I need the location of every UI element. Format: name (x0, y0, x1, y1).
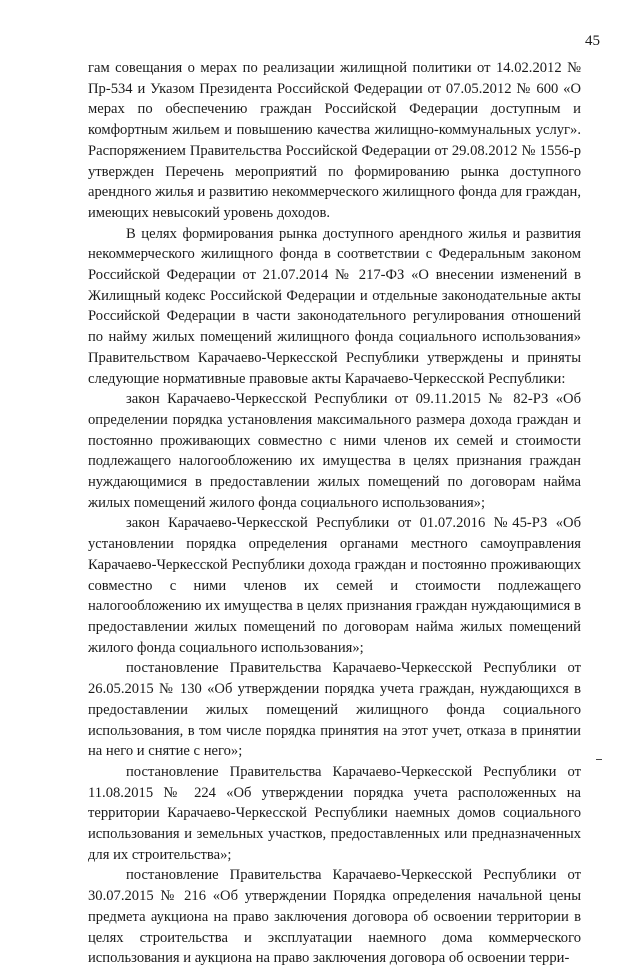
paragraph: постановление Правительства Карачаево-Черкесской Республики от 30.07.2015 № 216 «Об утверждении Порядка определения начальной цены предмета аукциона на право заключения договора об освоении территории в целях строительства и эксплуатации наемного дома коммерческого использования и аукциона на право заключения договора об освоении терри- (88, 867, 581, 967)
paragraph: постановление Правительства Карачаево-Черкесской Республики от 11.08.2015 № 224 «Об утверждении порядка учета расположенных на территории Карачаево-Черкесской Республики наемных домов социального использования и земельных участков, предоставленных или предназначенных для их строительства»; (88, 763, 581, 863)
paragraph: постановление Правительства Карачаево-Черкесской Республики от 26.05.2015 № 130 «Об утверждении порядка учета граждан, нуждающихся в предоставлении жилых помещений жилищного фонда социального использования, в том числе порядка принятия на этот учет, отказа в принятии на него и снятие с него»; (88, 660, 581, 760)
paragraph: закон Карачаево-Черкесской Республики от 01.07.2016 №45-РЗ «Об установлении порядка определения органами местного самоуправления Карачаево-Черкесской Республики дохода граждан и постоянно проживающих совместно с ними членов их семей и стоимости подлежащего налогообложению их имущества в целях признания граждан нуждающимися в предоставлении жилых помещений по договорам найма жилых помещений жилого фонда социального использования»; (88, 515, 581, 656)
document-body (88, 58, 581, 969)
paragraph: закон Карачаево-Черкесской Республики от 09.11.2015 № 82-РЗ «Об определении порядка установления максимального размера дохода граждан и постоянно проживающих совместно с ними членов их семей и стоимости подлежащего налогообложению их имущества в целях признания граждан нуждающимися в предоставлении жилых помещений по договорам найма жилых помещений жилого фонда социального использования»; (88, 391, 581, 511)
page-number: 45 (585, 33, 600, 49)
paragraph: В целях формирования рынка доступного арендного жилья и развития некоммерческого жилищного фонда в соответствии с Федеральным законом Российской Федерации от 21.07.2014 № 217-ФЗ «О внесении изменений в Жилищный кодекс Российской Федерации и отдельные законодательные акты Российской Федерации в части законодательного регулирования отношений по найму жилых помещений жилищного фонда социального использования» Правительством Карачаево-Черкесской Республики утверждены и приняты следующие нормативные правовые акты Карачаево-Черкесской Республики: (88, 225, 581, 387)
paragraph: гам совещания о мерах по реализации жилищной политики от 14.02.2012 № Пр-534 и Указом Президента Российской Федерации от 07.05.2012 № 600 «О мерах по обеспечению граждан Российской Федерации доступным и комфортным жильем и повышению качества жилищно-коммунальных услуг». Распоряжением Правительства Российской Федерации от 29.08.2012 № 1556-р утвержден Перечень мероприятий по формированию рынка доступного арендного жилья и развитию некоммерческого жилищного фонда для граждан, имеющих невысокий уровень доходов. (88, 60, 581, 221)
margin-mark (596, 759, 602, 760)
